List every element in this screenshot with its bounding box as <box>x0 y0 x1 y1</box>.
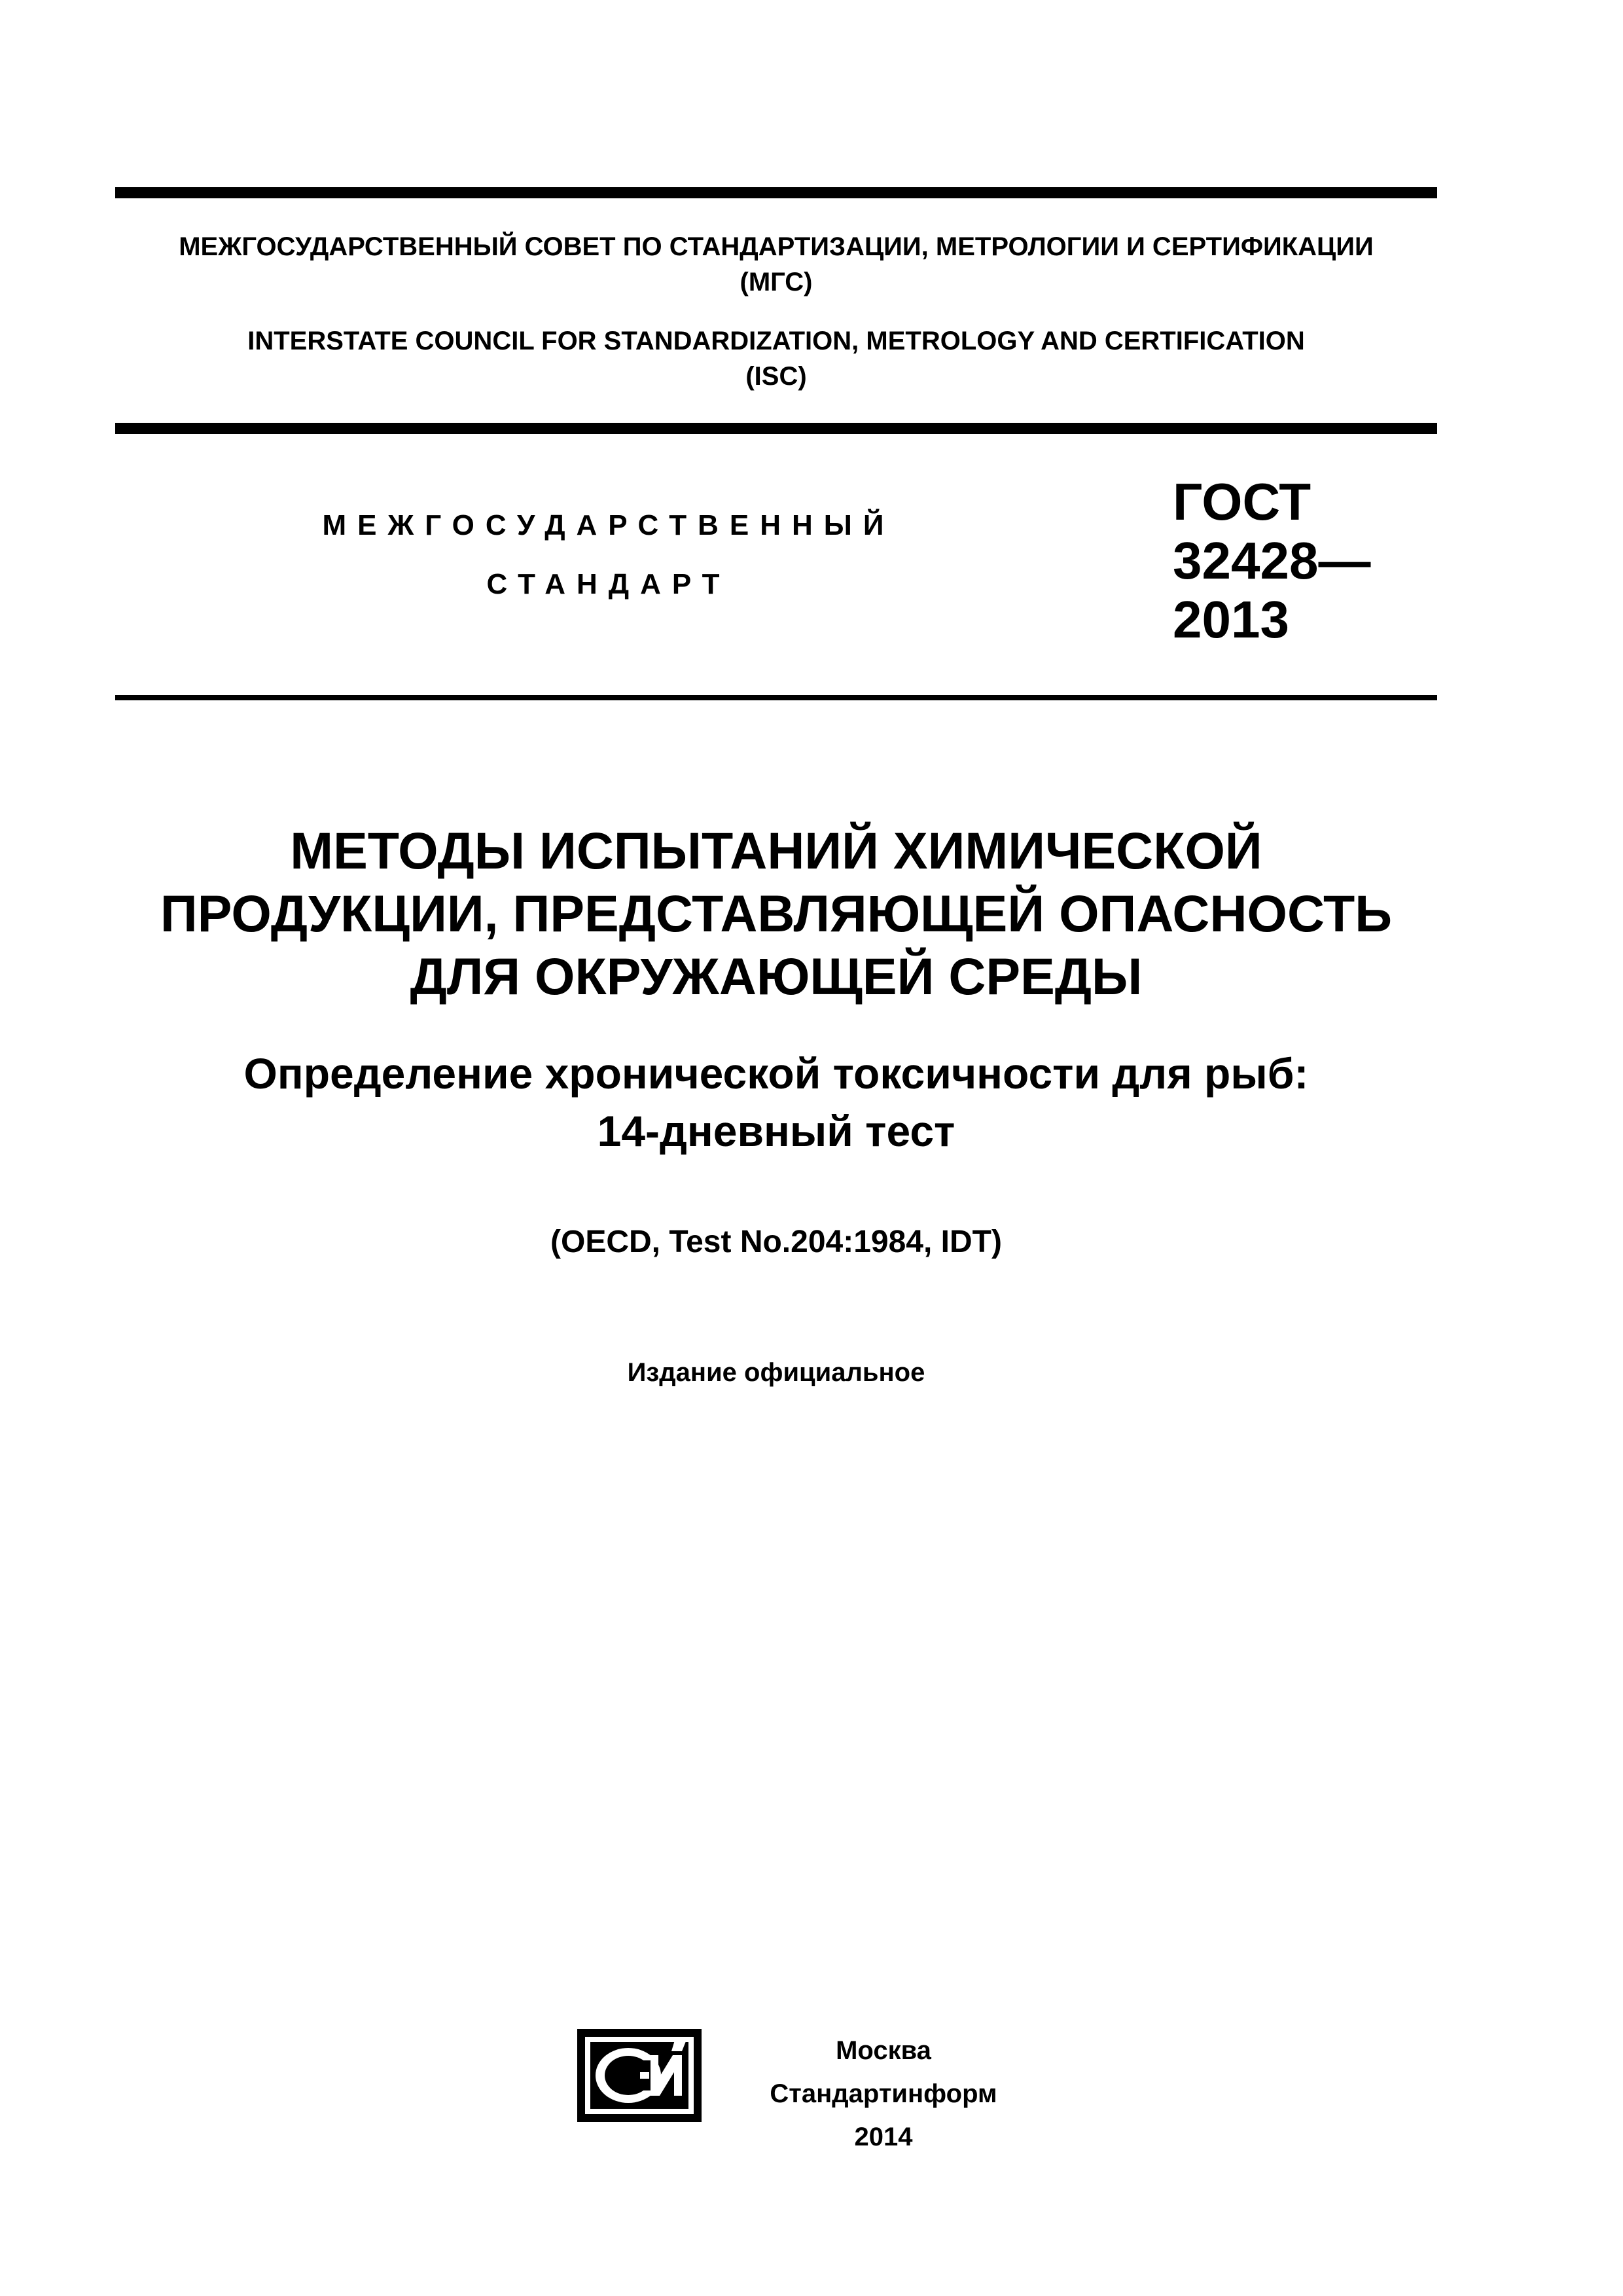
gost-year: 2013 <box>1173 590 1289 649</box>
subtitle-line: 14-дневный тест <box>597 1107 955 1155</box>
title-line: ПРОДУКЦИИ, ПРЕДСТАВЛЯЮЩЕЙ ОПАСНОСТЬ <box>160 884 1393 942</box>
council-name-ru-line: МЕЖГОСУДАРСТВЕННЫЙ СОВЕТ ПО СТАНДАРТИЗАЦИИ, МЕТРОЛОГИИ И СЕРТИФИКАЦИИ <box>179 232 1374 261</box>
gost-designation <box>1173 473 1370 649</box>
publisher-city: Москва <box>836 2036 931 2065</box>
title-line: ДЛЯ ОКРУЖАЮЩЕЙ СРЕДЫ <box>410 947 1143 1005</box>
gost-number: 32428— <box>1173 531 1371 590</box>
middle-rule <box>115 423 1437 434</box>
standartinform-logo-icon <box>577 2029 702 2122</box>
council-abbreviation-en: (ISC) <box>745 362 807 391</box>
gost-prefix: ГОСТ <box>1173 473 1311 531</box>
council-name-russian <box>115 229 1437 300</box>
edition-note: Издание официальное <box>627 1358 925 1387</box>
council-name-english <box>115 323 1437 394</box>
council-name-en-line: INTERSTATE COUNCIL FOR STANDARDIZATION, METROLOGY AND CERTIFICATION <box>247 327 1305 355</box>
subtitle-line: Определение хронической токсичности для рыб: <box>243 1049 1309 1098</box>
international-reference: (OECD, Test No.204:1984, IDT) <box>550 1225 1002 1259</box>
standard-kind-line1: МЕЖГОСУДАРСТВЕННЫЙ <box>322 509 895 541</box>
publisher-name: Стандартинформ <box>770 2079 997 2108</box>
document-subtitle <box>115 1045 1437 1160</box>
publisher-imprint <box>707 2029 1060 2159</box>
standard-kind-line2: СТАНДАРТ <box>486 568 731 600</box>
council-abbreviation-ru: (МГС) <box>740 268 813 296</box>
document-title <box>115 819 1437 1008</box>
title-line: МЕТОДЫ ИСПЫТАНИЙ ХИМИЧЕСКОЙ <box>290 821 1262 880</box>
top-rule <box>115 187 1437 198</box>
bottom-rule <box>115 695 1437 700</box>
publication-year: 2014 <box>854 2123 913 2151</box>
